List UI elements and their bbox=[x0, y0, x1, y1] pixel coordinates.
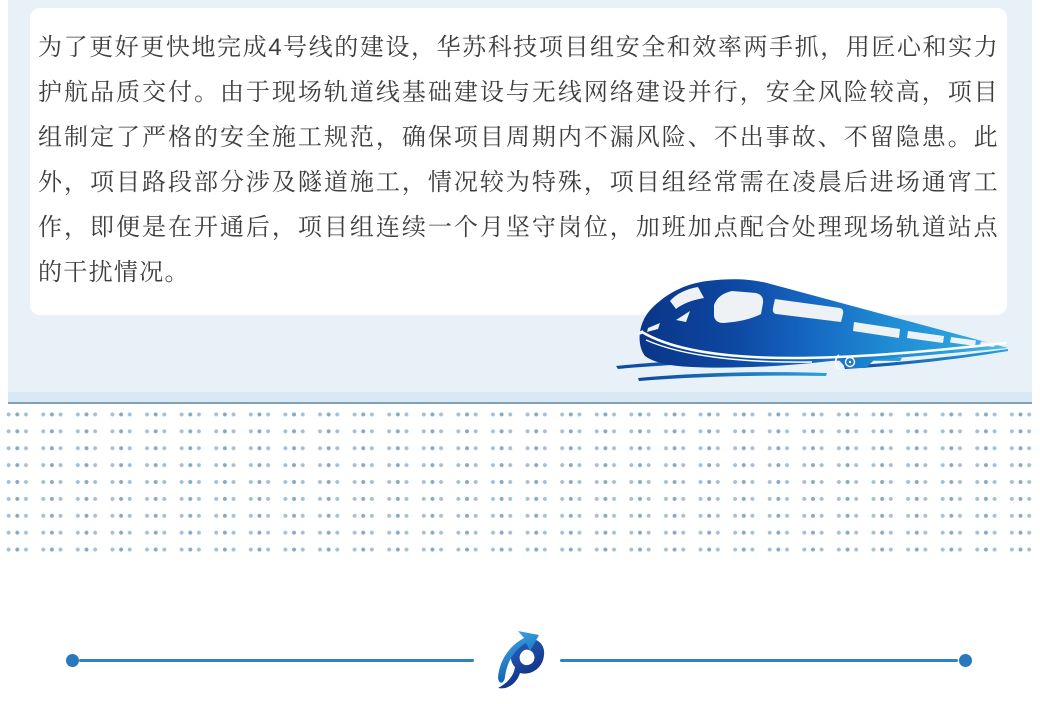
divider-left-dot bbox=[66, 654, 79, 667]
divider-right-dot bbox=[959, 654, 972, 667]
high-speed-train-icon bbox=[612, 270, 1012, 392]
intro-paragraph: 为了更好更快地完成4号线的建设，华苏科技项目组安全和效率两手抓，用匠心和实力护航品质交付。由于现场轨道线基础建设与无线网络建设并行，安全风险较高，项目组制定了严格的安全施工规范，确保项目周期内不漏风险、不出事故、不留隐患。此外，项目路段部分涉及隧道施工，情况较为特殊，项目组经常需在凌晨后进场通宵工作，即便是在开通后，项目组连续一个月坚守岗位，加班加点配合处理现场轨道站点的干扰情况。 bbox=[38, 34, 999, 286]
footer-divider bbox=[0, 626, 1040, 692]
hero-bottom-strip bbox=[8, 392, 1032, 404]
divider-left-line bbox=[79, 659, 474, 662]
divider-right-line bbox=[560, 659, 958, 662]
intro-card bbox=[30, 8, 1007, 315]
brand-logo-icon bbox=[488, 628, 550, 692]
dot-pattern-band bbox=[0, 406, 1040, 556]
